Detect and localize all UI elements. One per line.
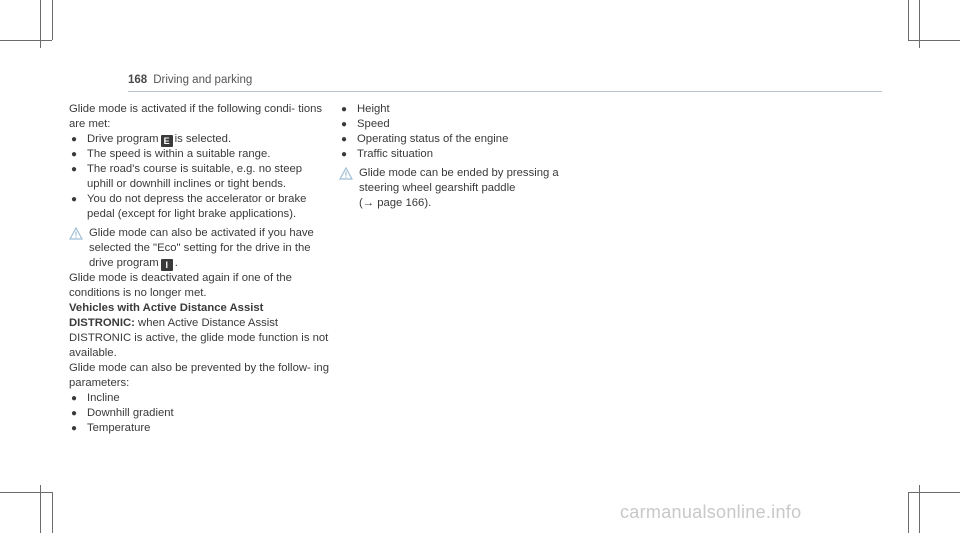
info-note-icon: [69, 227, 83, 240]
note: Glide mode can also be activated if you have selected the "Eco" setting for the drive in the drive program I .: [69, 226, 331, 271]
right-column: [339, 102, 601, 211]
list-item: ● The road's course is suitable, e.g. no steep uphill or downhill inclines or tight bends.: [71, 163, 303, 190]
list-item: ● Traffic situation: [341, 148, 433, 160]
list-item: ● You do not depress the accelerator or brake pedal (except for light brake applications).: [71, 193, 307, 220]
crop-mark: [0, 40, 52, 41]
bullet-icon: ●: [341, 104, 348, 115]
page-reference-link[interactable]: (→ page 166).: [359, 197, 432, 209]
crop-mark: [52, 492, 53, 533]
page-number: 168: [128, 74, 148, 86]
bullet-icon: ●: [71, 149, 78, 160]
list-item: ● Temperature: [71, 422, 151, 434]
bullet-icon: ●: [71, 408, 78, 419]
prevented-text: Glide mode can also be prevented by the follow- ing parameters:: [69, 362, 329, 389]
list-item: ● Incline: [71, 392, 120, 404]
crop-mark: [0, 492, 52, 493]
bullet-icon: ●: [341, 134, 348, 145]
deactivated-text: Glide mode is deactivated again if one of the conditions is no longer met.: [69, 272, 292, 299]
note: Glide mode can be ended by pressing a steering wheel gearshift paddle (→ page 166).: [339, 166, 601, 211]
crop-mark: [908, 40, 960, 41]
header-rule: [128, 91, 882, 92]
section-title: Driving and parking: [153, 74, 253, 86]
list-item: ● Height: [341, 103, 390, 115]
list-item: ● Speed: [341, 118, 390, 130]
crop-mark: [908, 0, 909, 40]
list-item: ● Operating status of the engine: [341, 133, 509, 145]
bullet-icon: ●: [71, 423, 78, 434]
bullet-icon: ●: [71, 134, 78, 145]
vehicles-paragraph: [69, 301, 331, 361]
crop-mark: [52, 0, 53, 40]
bullet-icon: ●: [341, 119, 348, 130]
list-item: ● Drive program E is selected.: [71, 133, 232, 146]
bullet-icon: ●: [71, 393, 78, 404]
drive-program-i-icon: I: [161, 259, 173, 271]
bullet-icon: ●: [71, 164, 78, 175]
drive-program-e-icon: E: [161, 135, 173, 147]
list-item: ● Downhill gradient: [71, 407, 174, 419]
bullet-icon: ●: [71, 194, 78, 205]
left-column: [69, 102, 331, 436]
vehicles-text: when Active Distance Assist DISTRONIC is active, the glide mode function is not available.: [69, 317, 329, 359]
bullet-icon: ●: [341, 149, 348, 160]
intro-text: Glide mode is activated if the following condi- tions are met:: [69, 103, 323, 130]
vehicles-heading: Vehicles with Active Distance Assist DISTRONIC:: [69, 302, 264, 329]
crop-mark: [908, 492, 960, 493]
page-header: [128, 73, 252, 88]
list-item: ● The speed is within a suitable range.: [71, 148, 271, 160]
crop-mark: [908, 492, 909, 533]
watermark: carmanualsonline.info: [620, 502, 802, 522]
info-note-icon: [339, 167, 353, 180]
